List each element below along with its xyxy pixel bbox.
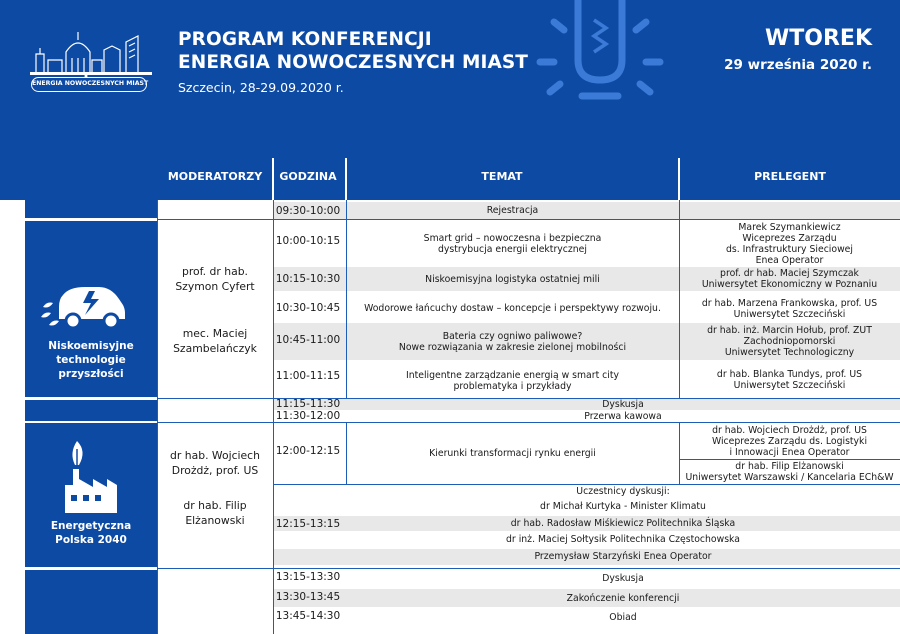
grid-line	[157, 219, 900, 220]
time-slot: 13:15-13:30	[275, 571, 341, 583]
time-slot: 09:30-10:00	[275, 205, 341, 217]
topic: Smart grid – nowoczesna i bezpieczna dystrybucja energii elektrycznej	[423, 233, 602, 255]
page-subtitle: Szczecin, 28-29.09.2020 r.	[178, 80, 344, 95]
green-factory-icon	[65, 439, 117, 513]
topic: Dyskusja	[602, 573, 644, 584]
topic: Bateria czy ogniwo paliwowe? Nowe rozwiązania w zakresie zielonej mobilności	[398, 331, 627, 353]
side-block	[25, 200, 157, 218]
moderator: prof. dr hab. Szymon Cyfert	[175, 265, 255, 293]
grid-line	[679, 459, 900, 460]
column-header-topic: TEMAT	[481, 170, 523, 183]
light-bulb-icon	[520, 0, 680, 120]
city-skyline-icon	[26, 24, 156, 79]
time-slot: 11:00-11:15	[275, 370, 341, 382]
speaker: Marek Szymankiewicz Wiceprezes Zarządu ds. Infrastruktury Sieciowej Enea Operator	[726, 222, 853, 266]
title-line-2: ENERGIA NOWOCZESNYCH MIAST	[178, 52, 528, 73]
column-header-time: GODZINA	[279, 170, 337, 183]
speaker: prof. dr hab. Maciej Szymczak Uniwersytet Ekonomiczny w Poznaniu	[701, 268, 878, 290]
side-block	[25, 570, 157, 634]
grid-line	[157, 568, 900, 569]
title-line-1: PROGRAM KONFERENCJI	[178, 29, 432, 50]
conference-day: WTOREK	[765, 26, 872, 51]
conference-logo	[26, 24, 156, 96]
panel-heading: Uczestnicy dyskusji:	[576, 486, 670, 497]
topic: Dyskusja	[602, 399, 644, 410]
side-block	[25, 400, 157, 421]
header-divider	[272, 158, 274, 200]
time-slot: 10:45-11:00	[275, 334, 341, 346]
section-energetyczna	[25, 423, 157, 567]
speaker: dr hab. Wojciech Drożdż, prof. US Wiceprezes Zarządu ds. Logistyki i Innowacji Enea Operator	[711, 425, 868, 458]
panelist: Przemysław Starzyński Enea Operator	[534, 551, 712, 562]
time-slot: 13:30-13:45	[275, 591, 341, 603]
header-divider	[345, 158, 347, 200]
section-label: Energetyczna Polska 2040	[50, 520, 132, 546]
page-title	[178, 28, 528, 74]
time-slot: 10:15-10:30	[275, 273, 341, 285]
electric-car-icon	[39, 283, 135, 331]
column-header-speaker: PRELEGENT	[754, 170, 826, 183]
grid-line	[273, 484, 900, 485]
conference-date: 29 września 2020 r.	[724, 57, 872, 73]
topic: Kierunki transformacji rynku energii	[429, 448, 596, 459]
time-slot: 11:15-11:30	[275, 398, 341, 410]
section-niskoemisyjne	[25, 221, 157, 397]
moderator: dr hab. Wojciech Drożdż, prof. US	[170, 449, 260, 477]
logo-text: ENERGIA NOWOCZESNYCH MIAST	[31, 77, 147, 92]
topic: Niskoemisyjna logistyka ostatniej mili	[425, 274, 600, 285]
time-slot: 11:30-12:00	[275, 410, 341, 422]
time-slot: 13:45-14:30	[275, 610, 341, 622]
time-slot: 10:30-10:45	[275, 302, 341, 314]
header-divider	[678, 158, 680, 200]
topic: Rejestracja	[486, 205, 539, 216]
section-label: Niskoemisyjne technologie przyszłości	[48, 340, 134, 380]
time-slot: 12:15-13:15	[275, 518, 341, 530]
panelist: dr inż. Maciej Sołtysik Politechnika Częstochowska	[506, 534, 740, 545]
topic: Wodorowe łańcuchy dostaw – koncepcje i perspektywy rozwoju.	[364, 303, 661, 314]
time-slot: 12:00-12:15	[275, 445, 341, 457]
moderator: dr hab. Filip Elżanowski	[183, 499, 247, 527]
time-slot: 10:00-10:15	[275, 235, 341, 247]
grid-line	[157, 422, 900, 423]
column-header-moderators: MODERATORZY	[167, 170, 263, 183]
speaker: dr hab. Blanka Tundys, prof. US Uniwersytet Szczeciński	[716, 369, 863, 391]
moderator: mec. Maciej Szambelańczyk	[173, 327, 257, 355]
speaker: dr hab. Filip Elżanowski Uniwersytet Warszawski / Kancelaria ECh&W	[685, 461, 894, 483]
topic: Przerwa kawowa	[584, 411, 662, 422]
header-banner	[0, 0, 900, 200]
speaker: dr hab. inż. Marcin Hołub, prof. ZUT Zachodniopomorski Uniwersytet Technologiczny	[707, 325, 872, 358]
grid-line	[346, 200, 347, 398]
panelist: dr Michał Kurtyka - Minister Klimatu	[540, 501, 706, 512]
speaker: dr hab. Marzena Frankowska, prof. US Uniwersytet Szczeciński	[701, 298, 878, 320]
topic: Inteligentne zarządzanie energią w smart city problematyka i przykłady	[405, 370, 620, 392]
panelist: dr hab. Radosław Miśkiewicz Politechnika Śląska	[510, 518, 736, 529]
topic: Zakończenie konferencji	[566, 593, 680, 604]
topic: Obiad	[609, 612, 637, 623]
